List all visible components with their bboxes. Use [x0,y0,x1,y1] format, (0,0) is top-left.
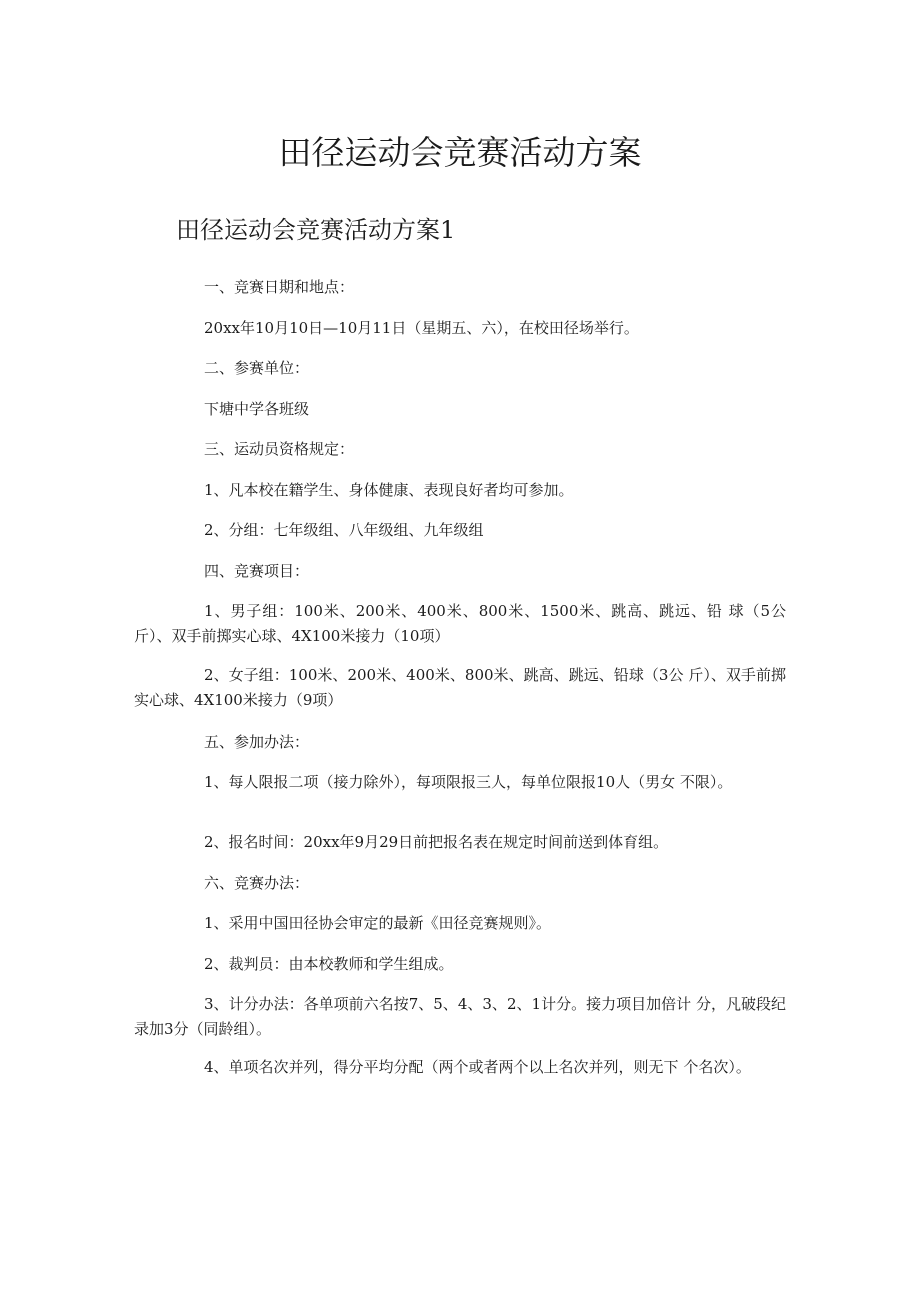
heading-events: 四、竞赛项目： [204,562,310,580]
paragraph-events-women: 2、女子组：100米、200米、400米、800米、跳高、跳远、铅球（3公 斤）、双手前掷实心球、4X100米接力（9项） [134,666,786,709]
paragraph-entry-limits: 1、每人限报二项（接力除外），每项限报三人，每单位限报10人（男女 不限）。 [204,773,733,791]
document-title: 田径运动会竞赛活动方案 [278,133,642,172]
paragraph-participants: 下塘中学各班级 [204,400,310,418]
paragraph-eligibility-1: 1、凡本校在籍学生、身体健康、表现良好者均可参加。 [204,481,574,499]
paragraph-date-location: 20xx年10月10日—10月11日（星期五、六），在校田径场举行。 [204,319,639,337]
paragraph-rules-4: 4、单项名次并列，得分平均分配（两个或者两个以上名次并列，则无下 个名次）。 [204,1058,751,1076]
paragraph-rules-1: 1、采用中国田径协会审定的最新《田径竞赛规则》。 [204,914,552,932]
paragraph-registration-time: 2、报名时间：20xx年9月29日前把报名表在规定时间前送到体育组。 [204,833,669,851]
heading-entry-rules: 五、参加办法： [204,733,310,751]
heading-date-location: 一、竞赛日期和地点： [204,278,355,296]
heading-eligibility: 三、运动员资格规定： [204,440,355,458]
heading-competition-rules: 六、竞赛办法： [204,874,310,892]
paragraph-rules-3: 3、计分办法：各单项前六名按7、5、4、3、2、1计分。接力项目加倍计 分，凡破段纪录加3分（同龄组）。 [134,995,786,1038]
section-title: 田径运动会竞赛活动方案1 [176,216,456,244]
paragraph-rules-2: 2、裁判员：由本校教师和学生组成。 [204,955,454,973]
paragraph-events-men: 1、男子组：100米、200米、400米、800米、1500米、跳高、跳远、铅 球（5公斤）、双手前掷实心球、4X100米接力（10项） [134,602,786,645]
paragraph-eligibility-2: 2、分组：七年级组、八年级组、九年级组 [204,521,484,539]
heading-participants: 二、参赛单位： [204,359,310,377]
